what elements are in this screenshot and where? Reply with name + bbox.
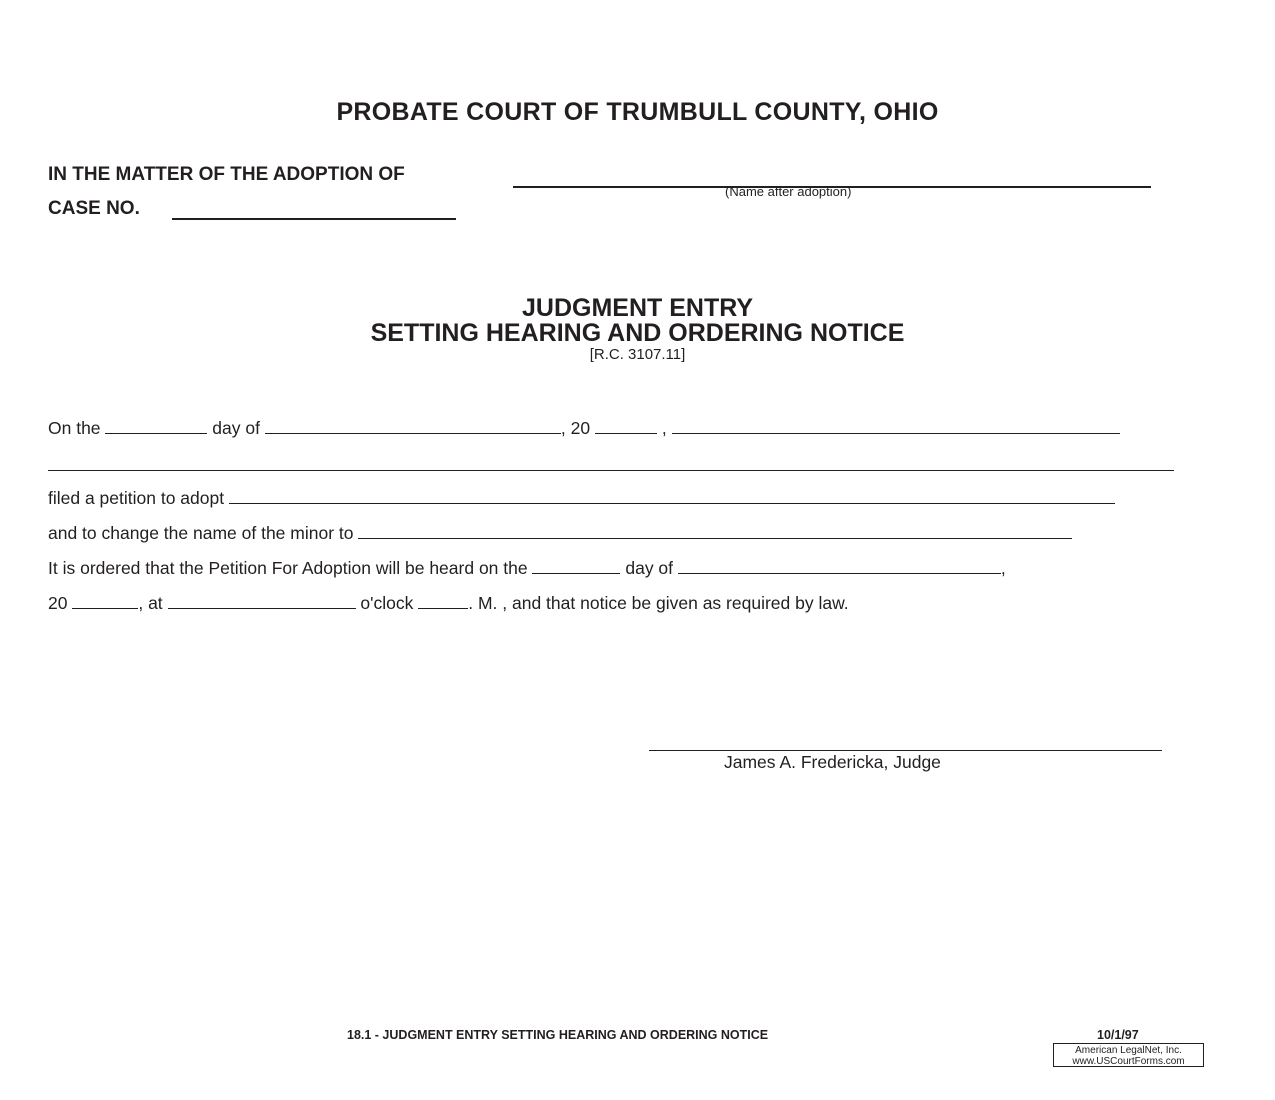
change-name-text: and to change the name of the minor to <box>48 523 354 543</box>
filing-year-field[interactable] <box>595 419 657 434</box>
filed-petition-text: filed a petition to adopt <box>48 488 225 508</box>
oclock-text: o'clock <box>360 593 414 613</box>
adoption-matter-label: IN THE MATTER OF THE ADOPTION OF <box>48 164 405 185</box>
year-prefix-text: , 20 <box>560 418 591 438</box>
court-title: PROBATE COURT OF TRUMBULL COUNTY, OHIO <box>336 98 939 126</box>
filing-day-field[interactable] <box>105 419 207 434</box>
day-of-text: day of <box>212 418 260 438</box>
filing-date-line <box>48 418 1120 439</box>
case-number-label: CASE NO. <box>48 198 140 219</box>
case-number-field[interactable] <box>172 218 456 220</box>
hearing-year-field[interactable] <box>72 594 138 609</box>
hearing-year-prefix-text: 20 <box>48 593 68 613</box>
judge-signature-field[interactable] <box>649 750 1162 751</box>
statute-reference: [R.C. 3107.11] <box>589 346 686 363</box>
hearing-date-line <box>48 558 1006 579</box>
petitioner-name-continuation-field[interactable] <box>48 470 1174 471</box>
notice-text: . M. , and that notice be given as required by law. <box>468 593 849 613</box>
document-subtitle: SETTING HEARING AND ORDERING NOTICE <box>370 319 905 347</box>
name-change-line <box>48 523 1072 544</box>
am-pm-field[interactable] <box>418 594 468 609</box>
hearing-month-field[interactable] <box>678 559 1001 574</box>
adoptee-name-caption: (Name after adoption) <box>725 184 852 199</box>
new-name-field[interactable] <box>358 524 1072 539</box>
at-text: , at <box>138 593 163 613</box>
footer-form-title: 18.1 - JUDGMENT ENTRY SETTING HEARING AND ORDERING NOTICE <box>347 1028 769 1042</box>
hearing-day-field[interactable] <box>532 559 620 574</box>
petition-line <box>48 488 1115 509</box>
footer-form-date: 10/1/97 <box>1097 1028 1139 1042</box>
publisher-url: www.USCourtForms.com <box>1072 1056 1185 1067</box>
petitioner-name-field[interactable] <box>672 419 1120 434</box>
hearing-comma-text: , <box>1000 558 1006 578</box>
publisher-name: American LegalNet, Inc. <box>1075 1045 1182 1056</box>
ordered-text: It is ordered that the Petition For Adoption will be heard on the <box>48 558 528 578</box>
hearing-time-field[interactable] <box>168 594 356 609</box>
document-title: JUDGMENT ENTRY <box>521 294 754 322</box>
on-the-text: On the <box>48 418 101 438</box>
hearing-time-line <box>48 593 849 614</box>
publisher-stamp <box>1053 1043 1204 1067</box>
judge-name: James A. Fredericka, Judge <box>724 752 941 772</box>
filing-month-field[interactable] <box>265 419 561 434</box>
hearing-day-of-text: day of <box>625 558 674 578</box>
minor-name-field[interactable] <box>229 489 1115 504</box>
comma-text: , <box>661 418 667 438</box>
